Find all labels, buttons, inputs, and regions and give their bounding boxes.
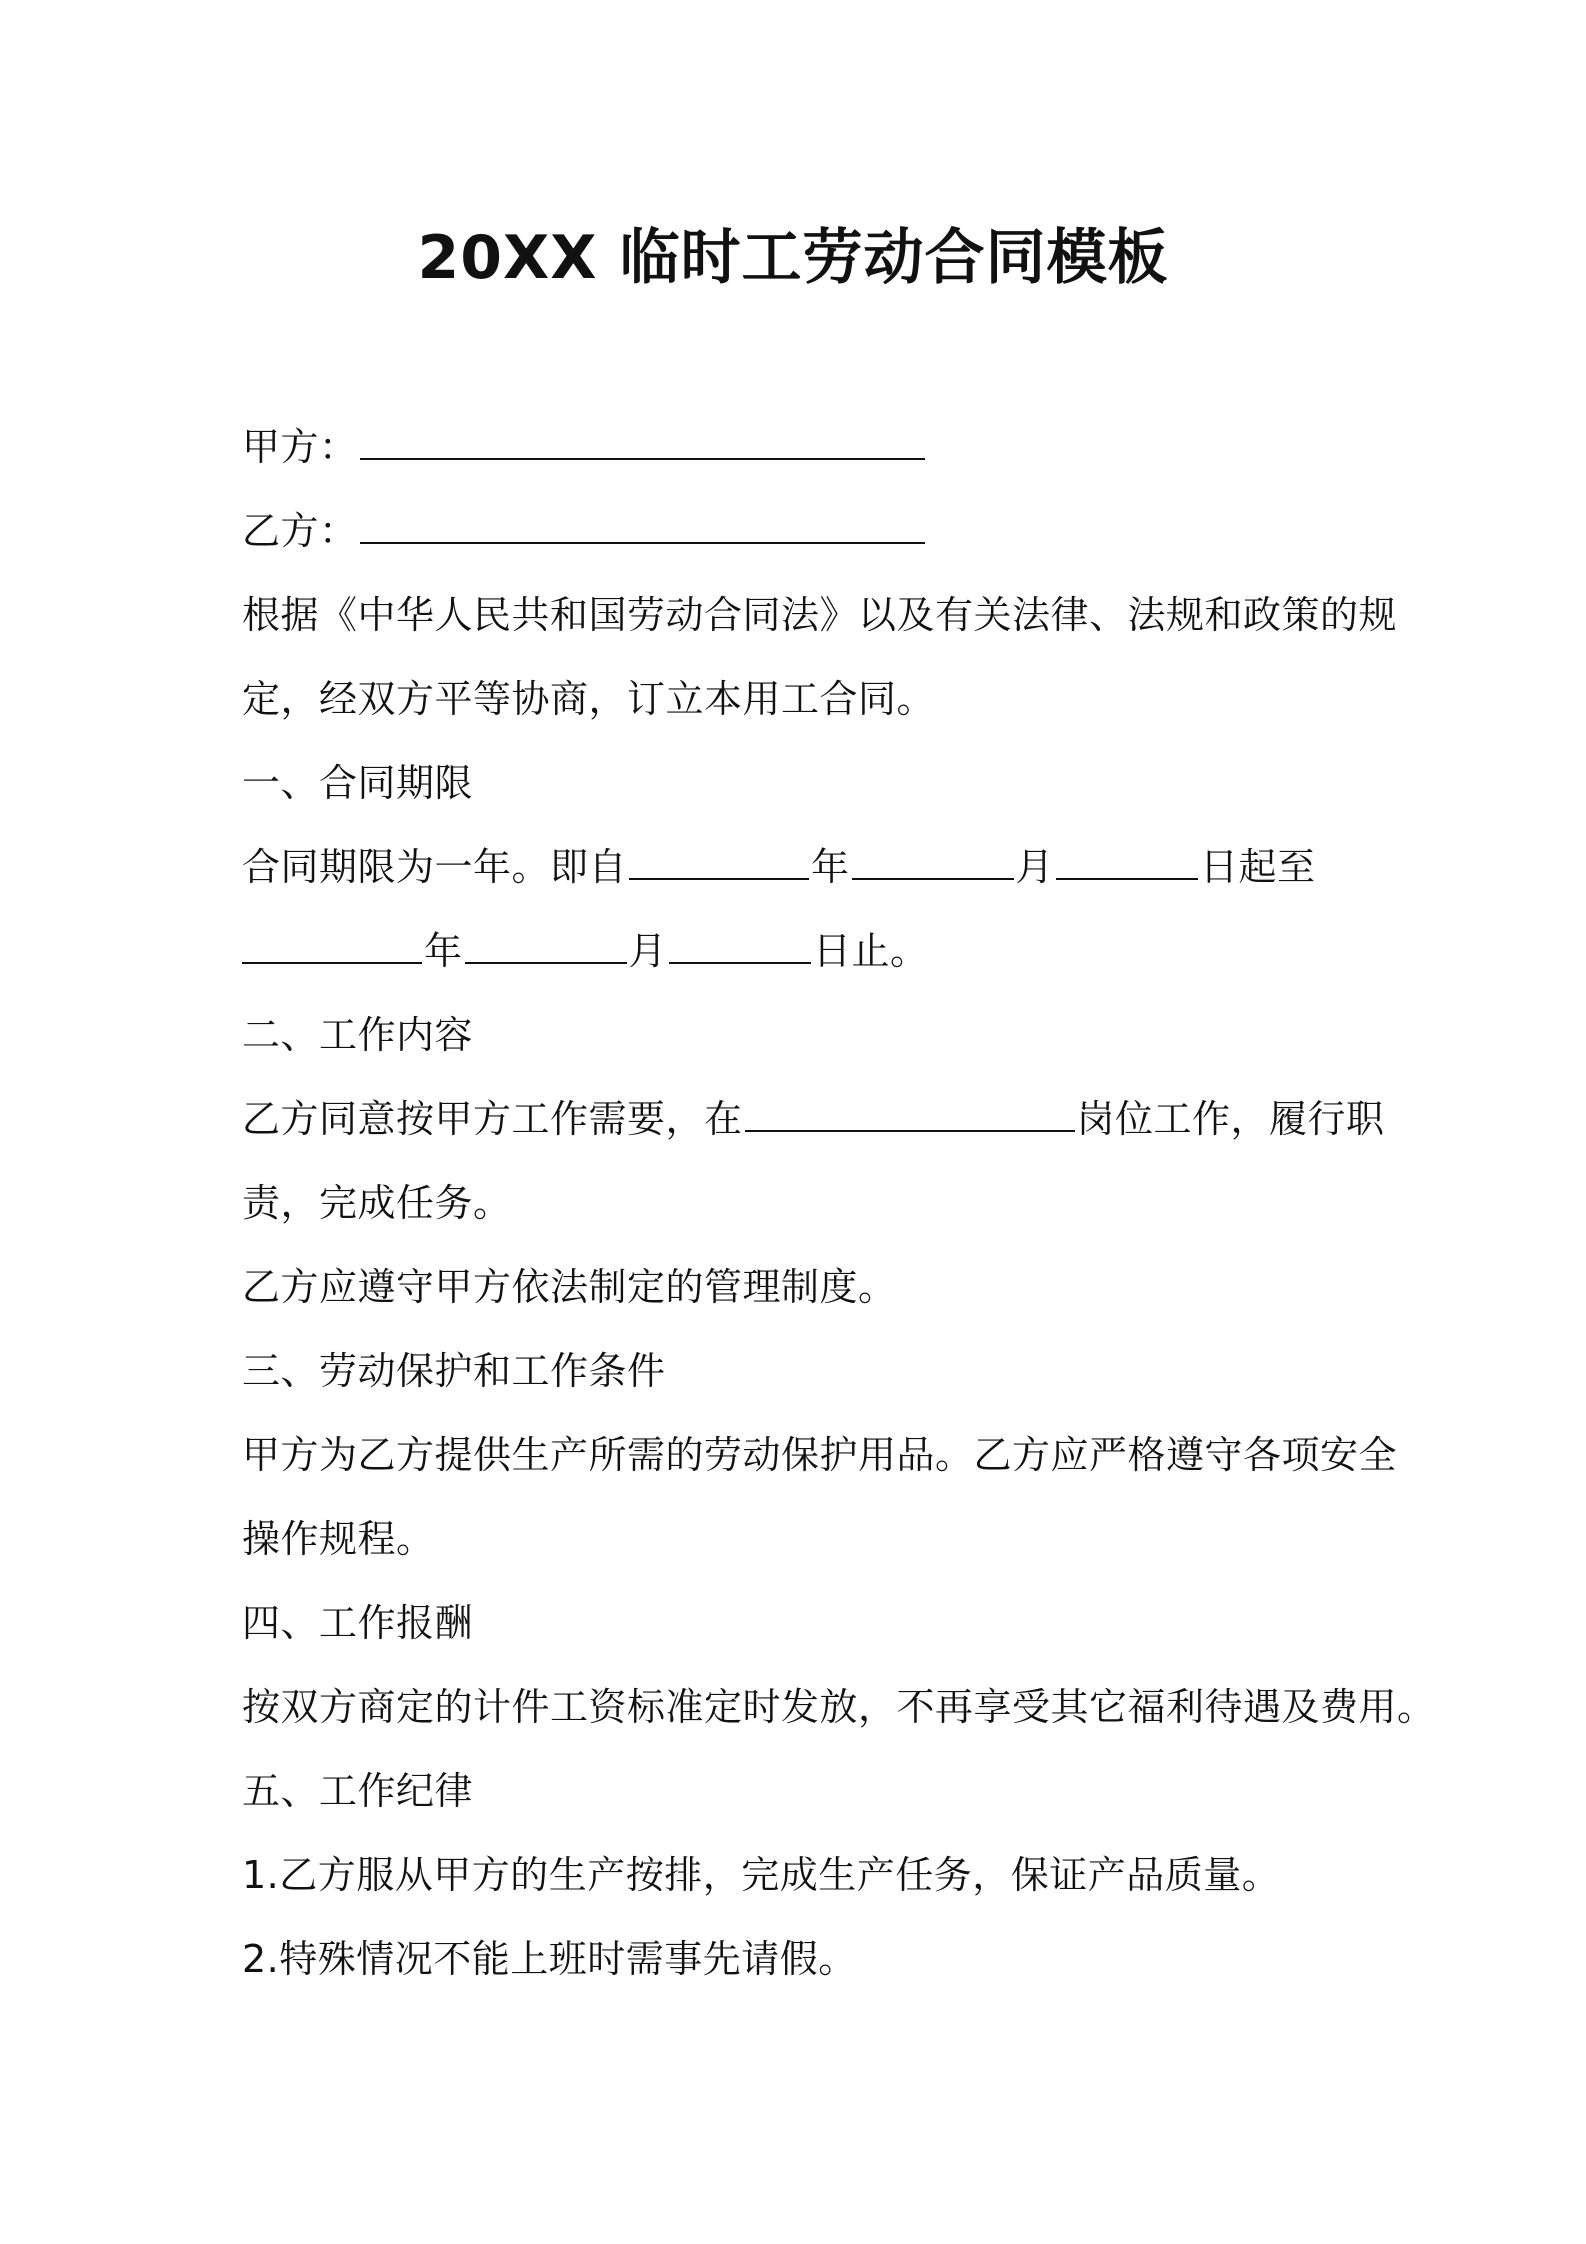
section-5-heading: 五、工作纪律 bbox=[242, 1769, 474, 1813]
section-1-line-1 bbox=[242, 825, 1362, 909]
end-year-blank bbox=[242, 932, 422, 964]
start-year-blank bbox=[629, 848, 809, 880]
year-label: 年 bbox=[811, 845, 850, 889]
position-blank bbox=[745, 1100, 1075, 1132]
end-month-blank bbox=[465, 932, 627, 964]
day-from-label: 日起至 bbox=[1200, 845, 1316, 889]
month-label: 月 bbox=[628, 929, 668, 973]
intro-line-1: 根据《中华人民共和国劳动合同法》以及有关法律、法规和政策的规 bbox=[242, 593, 1398, 637]
party-b-blank bbox=[360, 512, 925, 544]
section-2-heading: 二、工作内容 bbox=[242, 1013, 474, 1057]
start-day-blank bbox=[1056, 848, 1198, 880]
section-3-line-1: 甲方为乙方提供生产所需的劳动保护用品。乙方应严格遵守各项安全 bbox=[242, 1433, 1398, 1477]
contract-term-text: 合同期限为一年。即自 bbox=[242, 845, 628, 889]
section-2-line-1 bbox=[242, 1077, 1385, 1161]
start-month-blank bbox=[852, 848, 1014, 880]
end-day-blank bbox=[669, 932, 811, 964]
section-5-item-2: 2.特殊情况不能上班时需事先请假。 bbox=[242, 1937, 857, 1981]
section-2-line-2: 责，完成任务。 bbox=[242, 1181, 512, 1225]
section-1-heading: 一、合同期限 bbox=[242, 761, 474, 805]
section-4-line-1: 按双方商定的计件工资标准定时发放，不再享受其它福利待遇及费用。 bbox=[242, 1685, 1436, 1729]
party-a-label: 甲方： bbox=[242, 425, 358, 469]
section-5-item-1: 1.乙方服从甲方的生产按排，完成生产任务，保证产品质量。 bbox=[242, 1853, 1281, 1897]
section-2-line-3: 乙方应遵守甲方依法制定的管理制度。 bbox=[242, 1265, 897, 1309]
section-3-line-2: 操作规程。 bbox=[242, 1517, 435, 1561]
work-content-text-2: 岗位工作，履行职 bbox=[1076, 1097, 1385, 1141]
section-1-line-2 bbox=[242, 909, 1362, 993]
intro-line-2: 定，经双方平等协商，订立本用工合同。 bbox=[242, 677, 936, 721]
section-3-heading: 三、劳动保护和工作条件 bbox=[242, 1349, 666, 1393]
party-a-blank bbox=[360, 428, 925, 460]
section-4-heading: 四、工作报酬 bbox=[242, 1601, 474, 1645]
work-content-text: 乙方同意按甲方工作需要，在 bbox=[242, 1097, 743, 1141]
month-label: 月 bbox=[1015, 845, 1055, 889]
party-a-line bbox=[242, 405, 1362, 489]
party-b-label: 乙方： bbox=[242, 509, 358, 553]
page-title: 20XX 临时工劳动合同模板 bbox=[417, 223, 1169, 293]
document-body bbox=[242, 405, 1436, 2001]
day-to-label: 日止。 bbox=[813, 929, 929, 973]
year-label: 年 bbox=[424, 929, 463, 973]
party-b-line bbox=[242, 489, 1362, 573]
